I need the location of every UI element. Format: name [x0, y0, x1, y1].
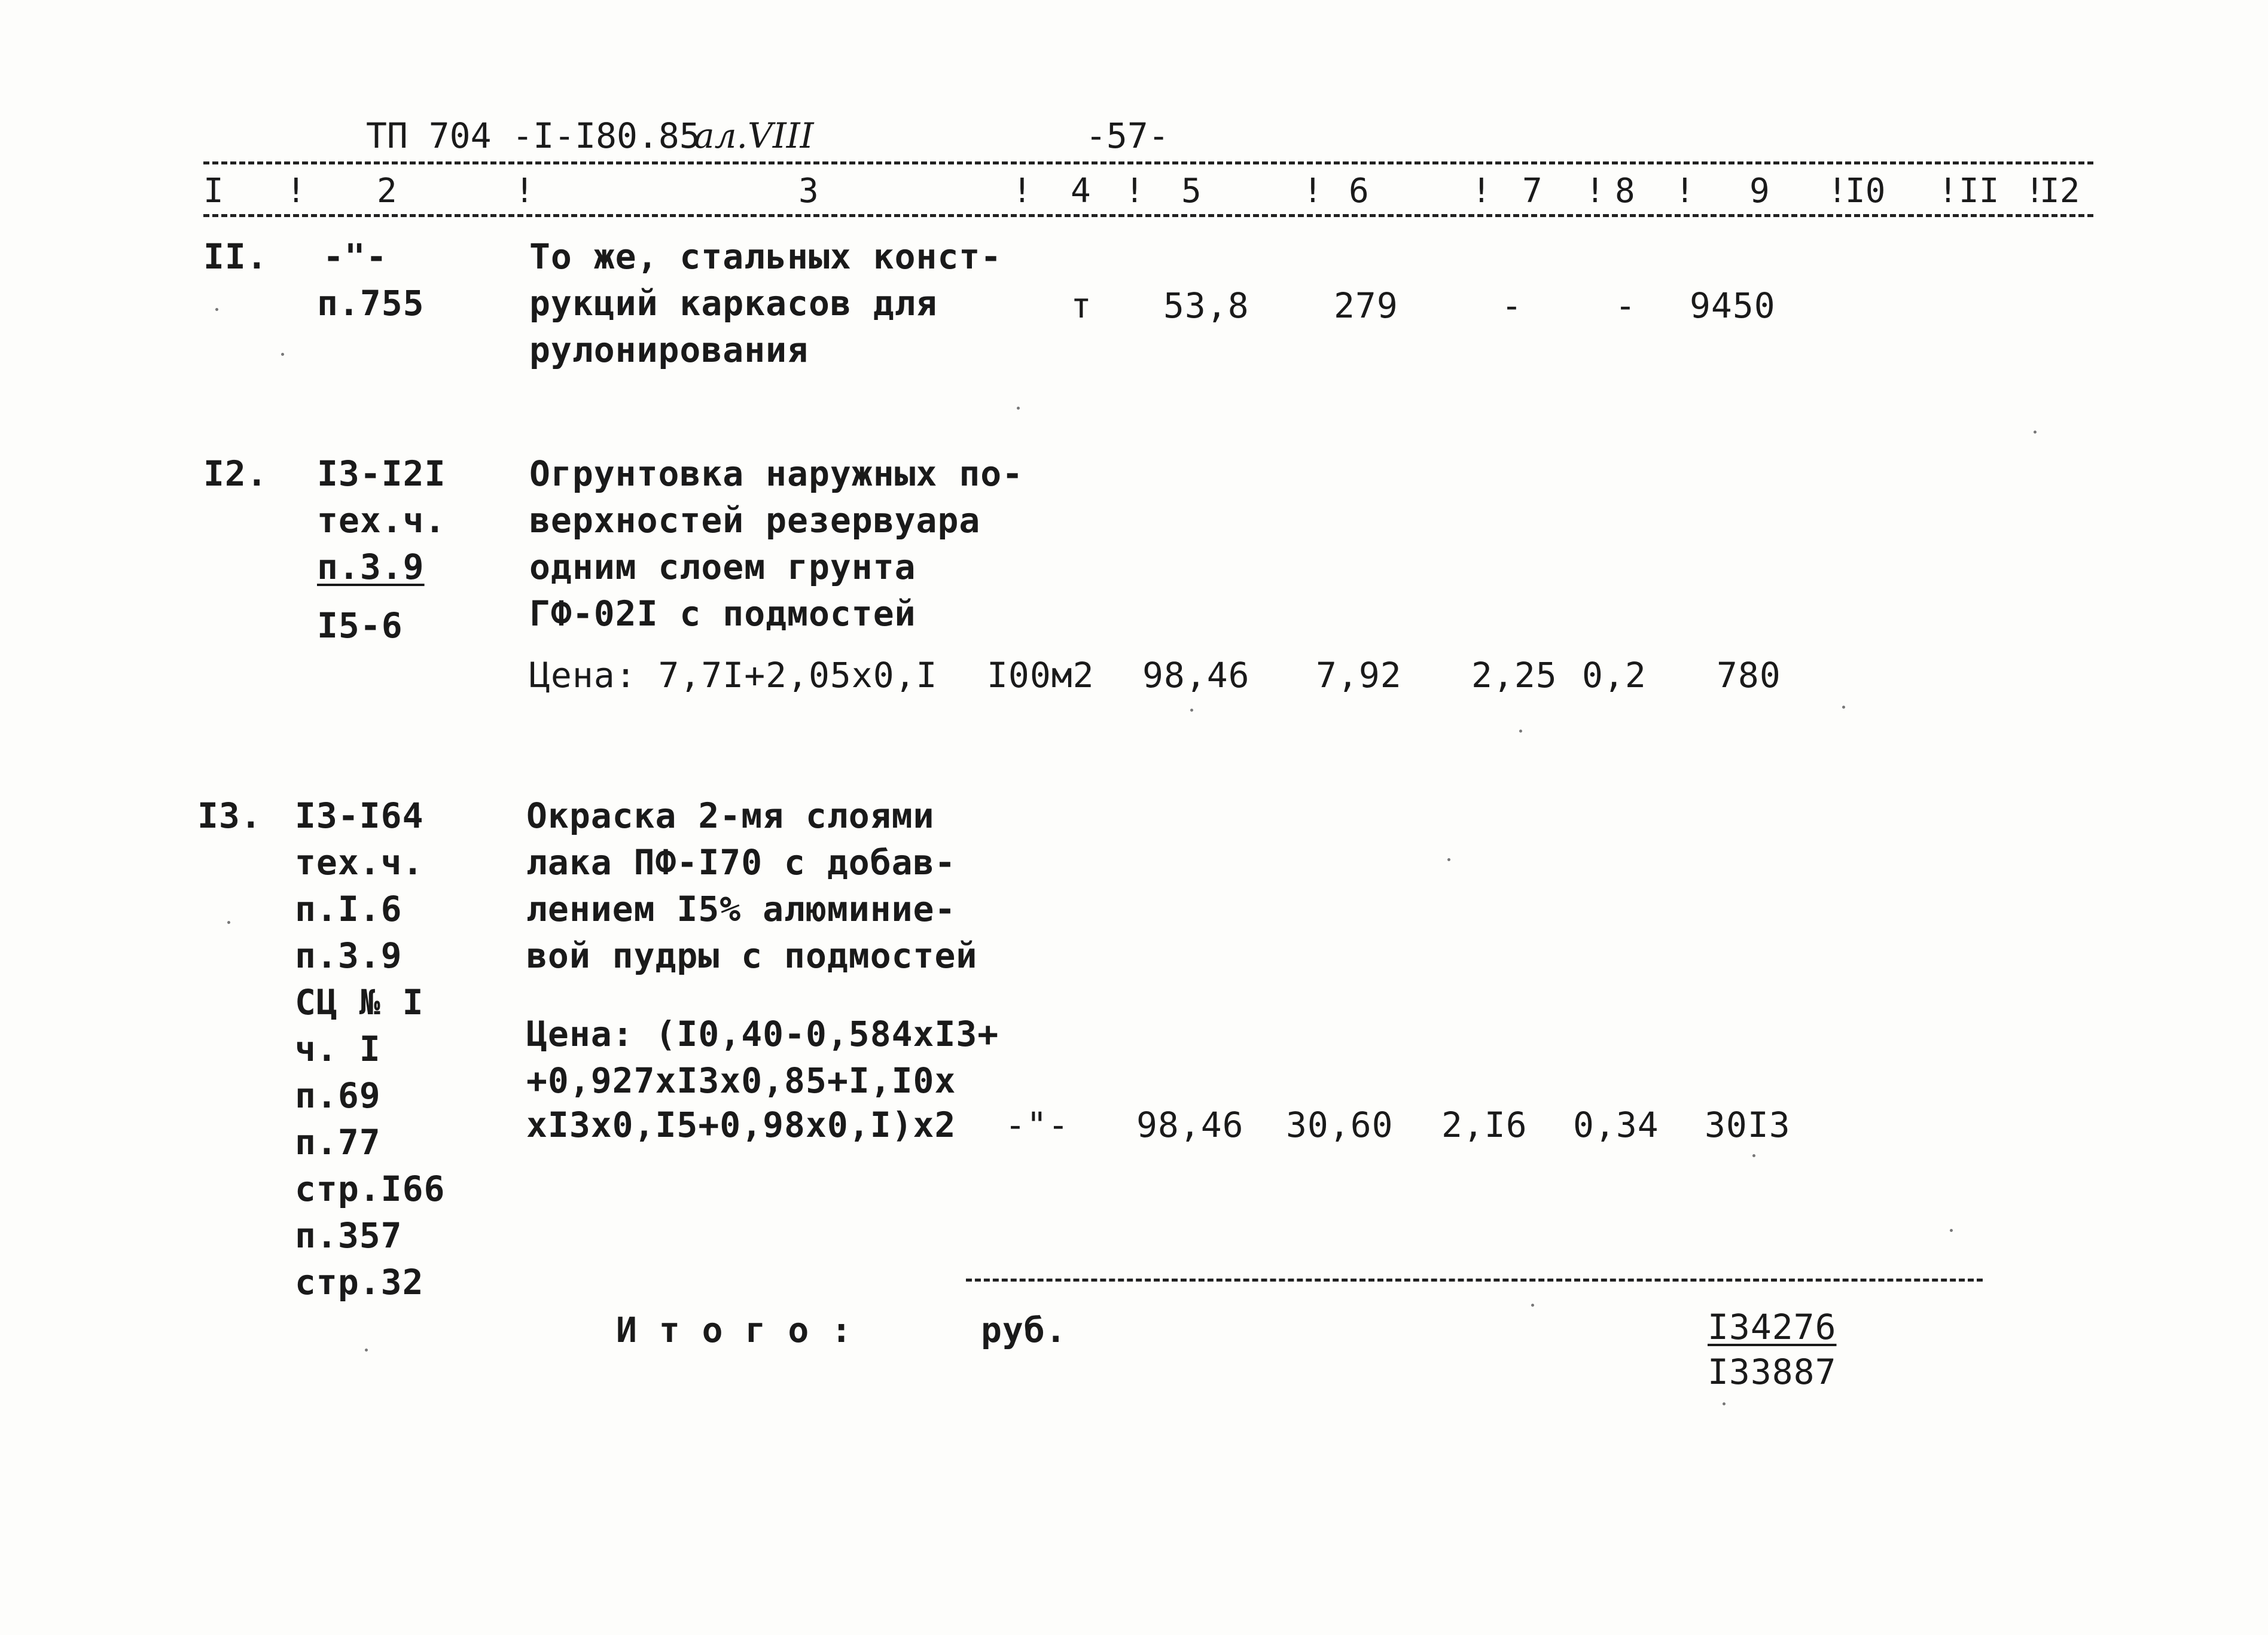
row-reference: I5-6	[317, 605, 403, 646]
row-description: То же, стальных конст-	[529, 236, 1002, 277]
scan-speck	[1842, 706, 1845, 709]
scan-speck	[1752, 1154, 1755, 1157]
total-unit: руб.	[981, 1310, 1067, 1350]
row-description: вой пудры с подмостей	[526, 935, 978, 976]
row-description: Огрунтовка наружных по-	[529, 453, 1024, 494]
col-header-2: 2	[377, 172, 397, 211]
total-label: И т о г о :	[616, 1310, 853, 1350]
row-reference: -"-	[323, 236, 388, 277]
row-reference: п.69	[295, 1075, 381, 1116]
scan-speck	[1017, 407, 1020, 410]
col-header-sep: !	[514, 172, 535, 211]
row-reference: I3-I2I	[317, 453, 446, 494]
scan-speck	[215, 308, 218, 311]
row-col-8: 0,34	[1573, 1105, 1659, 1145]
row-reference: стр.32	[295, 1262, 424, 1302]
row-reference: тех.ч.	[295, 842, 424, 883]
row-price-formula: +0,927хI3х0,85+I,I0х	[526, 1060, 956, 1101]
row-description: одним слоем грунта	[529, 547, 916, 587]
row-reference: п.755	[317, 283, 425, 324]
scan-speck	[2034, 431, 2037, 434]
scan-speck	[1447, 858, 1450, 861]
total-rule	[966, 1279, 1983, 1282]
row-description: лака ПФ-I70 с добав-	[526, 842, 956, 883]
row-price-formula: хI3х0,I5+0,98х0,I)х2	[526, 1105, 956, 1145]
album-note: ал.VIII	[694, 115, 814, 156]
row-col-9: 9450	[1690, 285, 1776, 326]
row-col-6: 7,92	[1316, 655, 1402, 696]
row-col-9: 780	[1717, 655, 1781, 696]
row-col-8: -	[1615, 285, 1636, 326]
row-col-6: 279	[1334, 285, 1398, 326]
row-col-9: 30I3	[1705, 1105, 1791, 1145]
row-reference: ч. I	[295, 1029, 381, 1069]
col-header-sep: !	[1675, 172, 1695, 211]
row-reference: тех.ч.	[317, 500, 446, 541]
col-header-sep: !	[286, 172, 306, 211]
row-unit: -"-	[1005, 1105, 1069, 1145]
col-header-sep: !	[1827, 172, 1848, 211]
col-header-9: 9	[1749, 172, 1770, 211]
row-col-5: 53,8	[1163, 285, 1249, 326]
row-price-formula: Цена: (I0,40-0,584хI3+	[526, 1014, 999, 1054]
row-reference: п.77	[295, 1122, 381, 1163]
row-unit: т	[1071, 285, 1092, 326]
row-col-8: 0,2	[1582, 655, 1647, 696]
row-col-5: 98,46	[1142, 655, 1250, 696]
row-reference: п.357	[295, 1215, 403, 1256]
row-description: рулонирования	[529, 330, 809, 370]
col-header-5: 5	[1181, 172, 1202, 211]
row-reference: СЦ № I	[295, 982, 424, 1023]
row-description: Окраска 2-мя слоями	[526, 795, 935, 836]
row-description: лением I5% алюминие-	[526, 889, 956, 929]
row-col-7: -	[1501, 285, 1523, 326]
row-description: рукций каркасов для	[529, 283, 938, 324]
col-header-10: I0	[1845, 172, 1886, 211]
row-col-5: 98,46	[1136, 1105, 1244, 1145]
scan-speck	[227, 921, 230, 924]
col-header-sep: !	[1012, 172, 1032, 211]
col-header-4: 4	[1071, 172, 1091, 211]
total-value-revised: I33887	[1708, 1352, 1837, 1392]
row-price-formula: Цена: 7,7I+2,05х0,I	[529, 655, 938, 696]
col-header-sep: !	[1303, 172, 1323, 211]
col-header-7: 7	[1522, 172, 1543, 211]
row-col-7: 2,I6	[1441, 1105, 1528, 1145]
row-col-7: 2,25	[1471, 655, 1557, 696]
row-number: I3.	[197, 795, 262, 836]
col-header-1: I	[203, 172, 224, 211]
row-description: верхностей резервуара	[529, 500, 981, 541]
col-header-sep: !	[1471, 172, 1492, 211]
scan-speck	[1723, 1402, 1726, 1405]
col-header-3: 3	[798, 172, 819, 211]
scan-speck	[1190, 709, 1193, 712]
scan-speck	[1531, 1304, 1534, 1307]
row-col-6: 30,60	[1286, 1105, 1394, 1145]
scan-speck	[1519, 730, 1522, 733]
row-number: I2.	[203, 453, 268, 494]
col-header-11: II	[1959, 172, 1999, 211]
row-reference: I3-I64	[295, 795, 424, 836]
row-number: II.	[203, 236, 268, 277]
col-header-sep: !	[1585, 172, 1605, 211]
page-number: -57-	[1086, 115, 1169, 156]
row-reference: п.3.9	[317, 547, 425, 587]
header-bottom-rule	[203, 214, 2093, 217]
row-reference: п.I.6	[295, 889, 403, 929]
col-header-sep: !	[2025, 172, 2045, 211]
col-header-8: 8	[1615, 172, 1635, 211]
row-reference: п.3.9	[295, 935, 403, 976]
row-unit: I00м2	[987, 655, 1095, 696]
scan-speck	[281, 353, 284, 356]
col-header-12: I2	[2040, 172, 2080, 211]
header-top-rule	[203, 161, 2093, 164]
col-header-sep: !	[1938, 172, 1958, 211]
total-value: I34276	[1708, 1307, 1837, 1347]
row-reference: стр.I66	[295, 1169, 446, 1209]
col-header-sep: !	[1124, 172, 1145, 211]
scan-speck	[365, 1349, 368, 1352]
document-code: ТП 704 -I-I80.85	[366, 115, 700, 156]
scan-speck	[1950, 1229, 1953, 1232]
col-header-6: 6	[1349, 172, 1369, 211]
row-description: ГФ-02I с подмостей	[529, 593, 916, 634]
